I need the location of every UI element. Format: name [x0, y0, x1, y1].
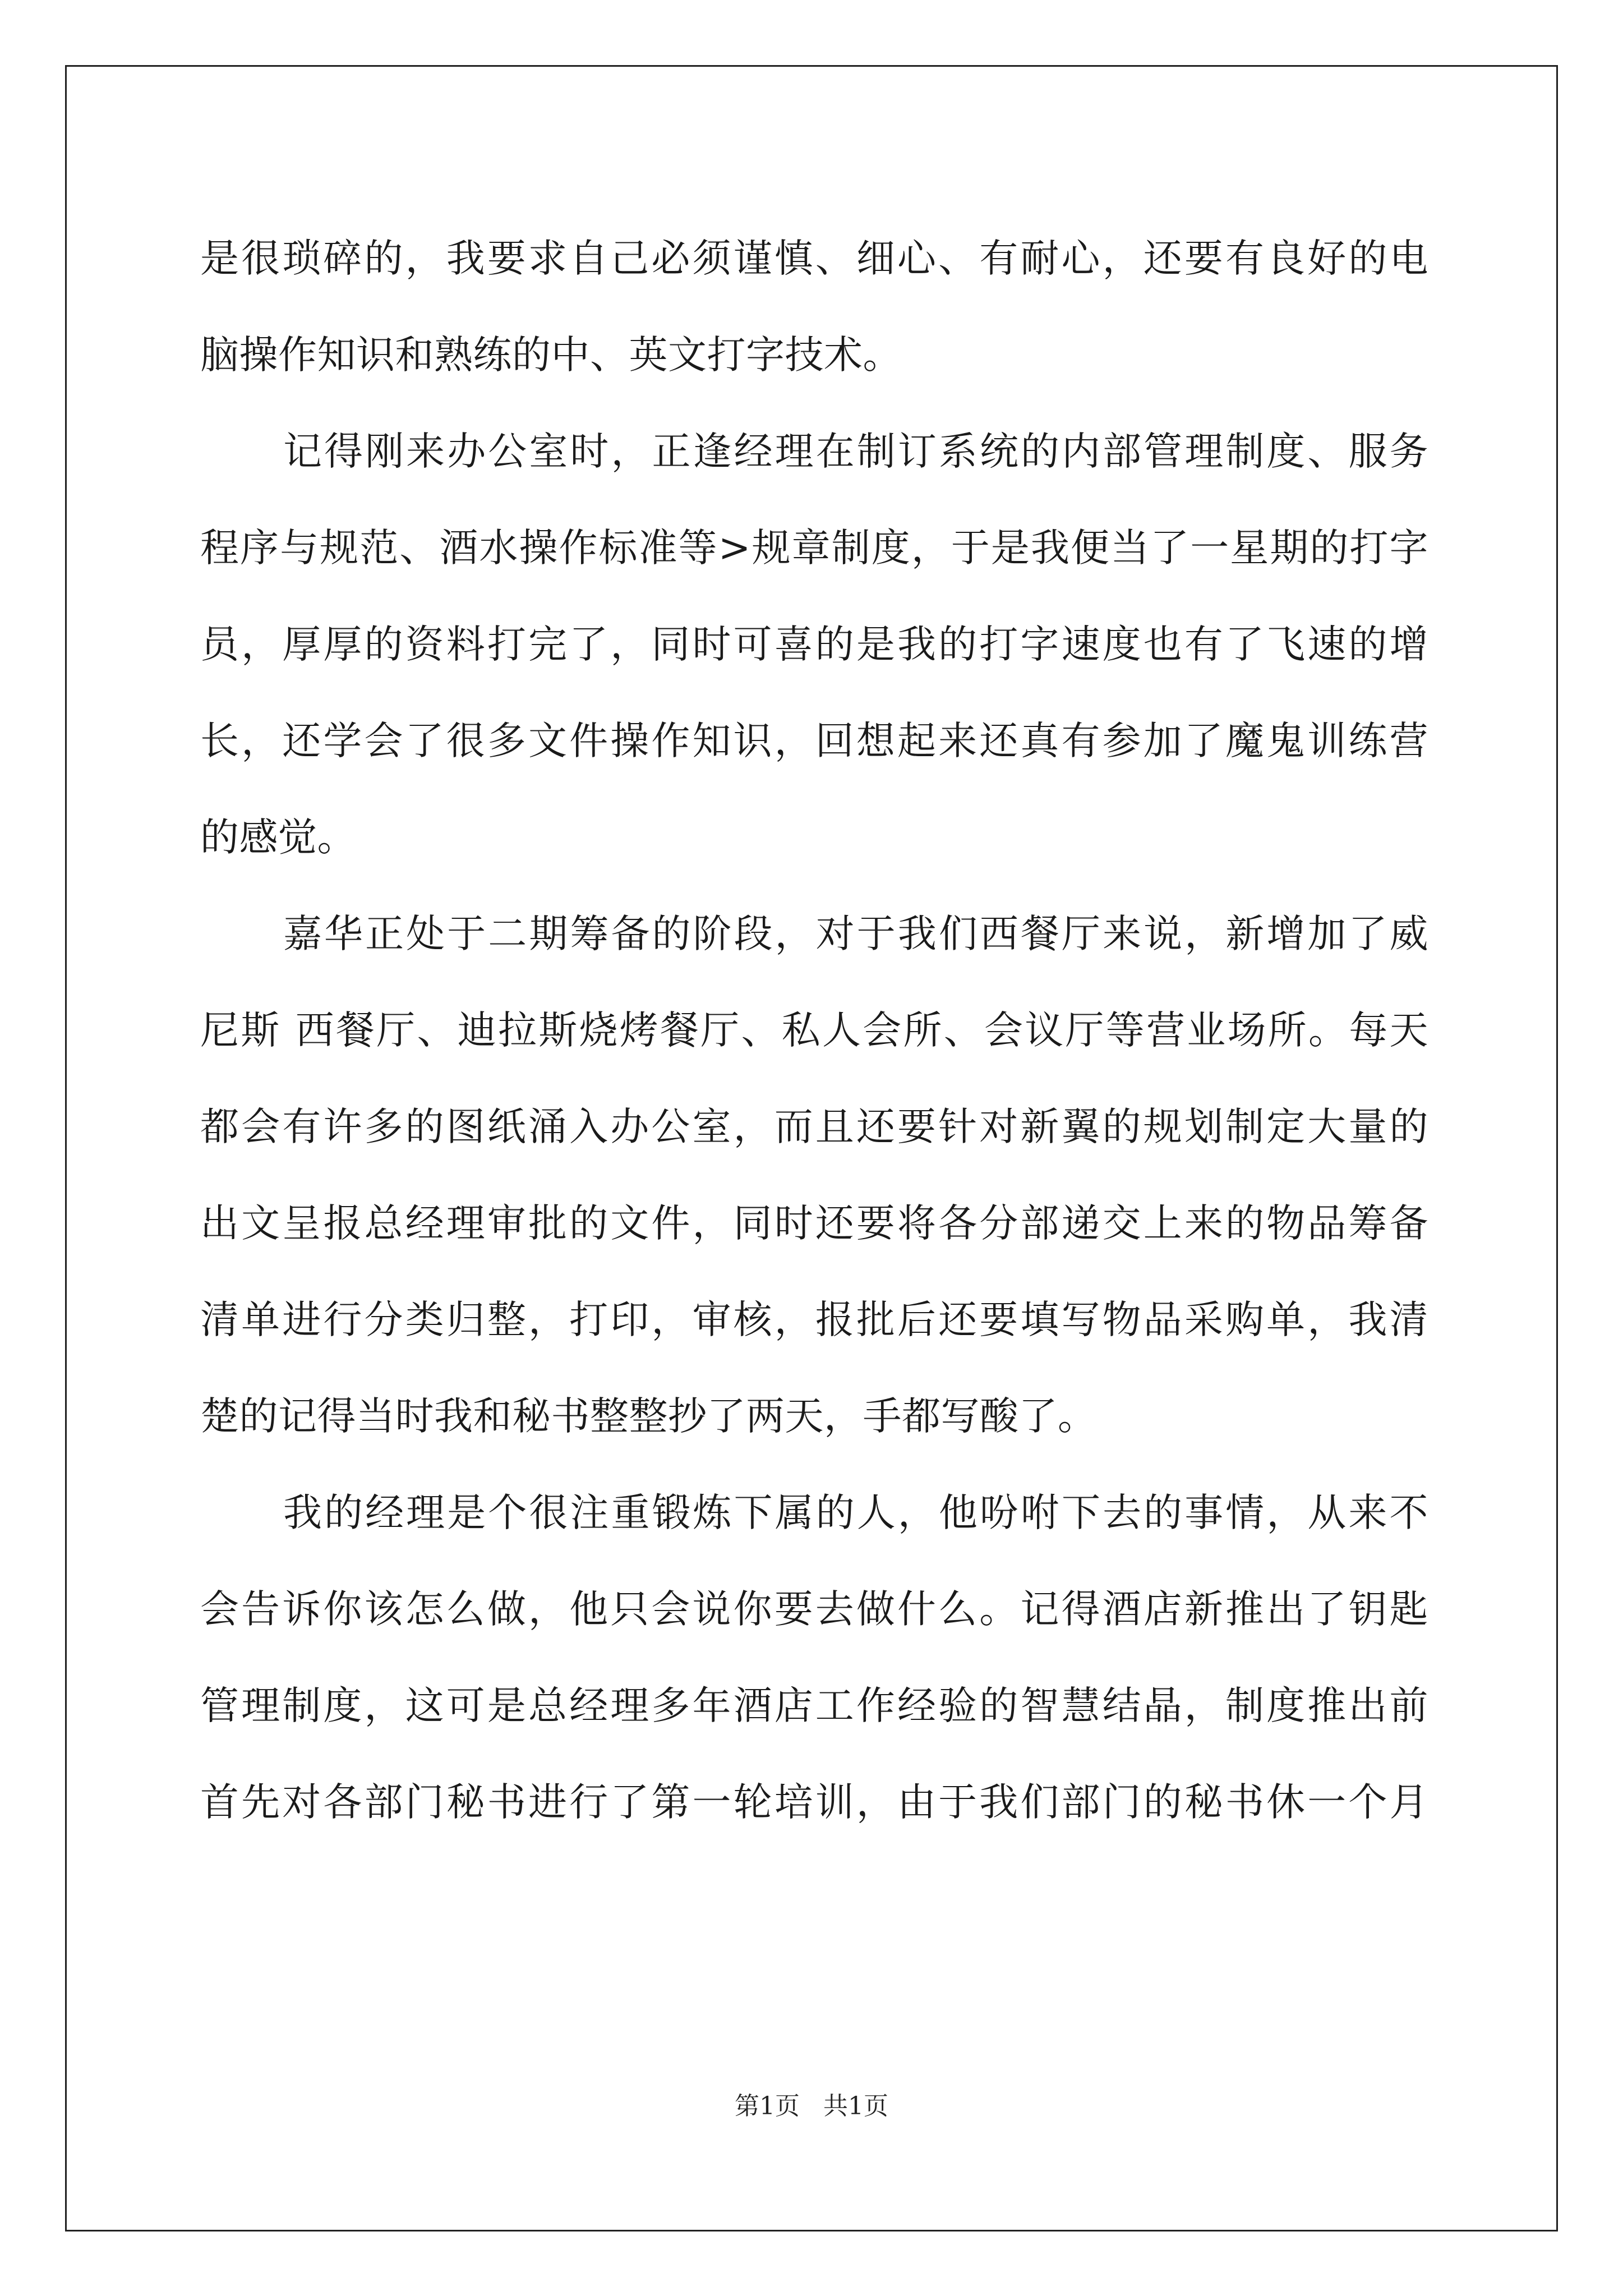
text-line: 的感觉。	[200, 815, 356, 860]
text-line: 脑操作知识和熟练的中、英文打字技术。	[200, 333, 902, 378]
text-line: 首先对各部门秘书进行了第一轮培训，由于我们部门的秘书休一个月	[200, 1780, 1428, 1825]
text-line: 程序与规范、酒水操作标准等>规章制度，于是我便当了一星期的打字	[200, 526, 1428, 570]
text-line: 清单进行分类归整，打印，审核，报批后还要填写物品采购单，我清	[200, 1297, 1428, 1342]
text-line: 尼斯 西餐厅、迪拉斯烧烤餐厅、私人会所、会议厅等营业场所。每天	[200, 1008, 1428, 1053]
text-line: 员，厚厚的资料打完了，同时可喜的是我的打字速度也有了飞速的增	[200, 622, 1428, 667]
paragraph-first-line: 我的经理是个很注重锻炼下属的人，他吩咐下去的事情，从来不	[283, 1490, 1428, 1535]
text-line: 都会有许多的图纸涌入办公室，而且还要针对新翼的规划制定大量的	[200, 1105, 1428, 1149]
text-line: 出文呈报总经理审批的文件，同时还要将各分部递交上来的物品筹备	[200, 1201, 1428, 1246]
paragraph-first-line: 嘉华正处于二期筹备的阶段，对于我们西餐厅来说，新增加了威	[283, 912, 1428, 956]
text-line: 是很琐碎的，我要求自己必须谨慎、细心、有耐心，还要有良好的电	[200, 236, 1428, 281]
page-number-footer: 第1页 共1页	[735, 2092, 888, 2120]
text-line: 管理制度，这可是总经理多年酒店工作经验的智慧结晶，制度推出前	[200, 1683, 1428, 1728]
text-line: 会告诉你该怎么做，他只会说你要去做什么。记得酒店新推出了钥匙	[200, 1587, 1428, 1632]
text-line: 楚的记得当时我和秘书整整抄了两天，手都写酸了。	[200, 1394, 1097, 1439]
document-body	[200, 210, 1428, 1851]
text-line: 长，还学会了很多文件操作知识，回想起来还真有参加了魔鬼训练营	[200, 719, 1428, 763]
paragraph-first-line: 记得刚来办公室时，正逢经理在制订系统的内部管理制度、服务	[283, 429, 1428, 474]
